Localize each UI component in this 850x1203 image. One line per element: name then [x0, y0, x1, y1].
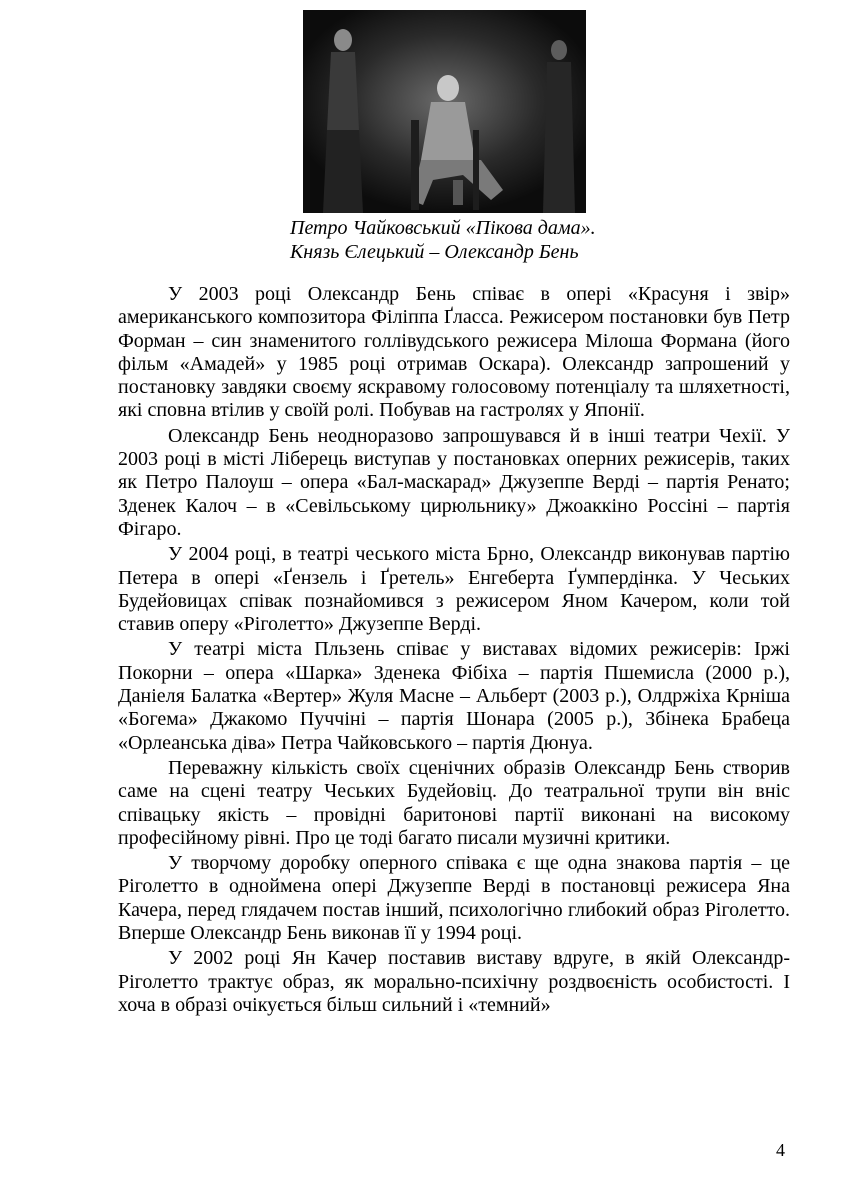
paragraph: Олександр Бень неодноразово запрошувався й в інші театри Чехії. У 2003 році в місті Ліберець виступав у постановках оперних режисерів, таких як Петро Палоуш – опера «Бал-маскарад» Джузеппе Верді – партія Ренато; Зденек Калоч – в «Севільському цирюльнику» Джоаккіно Россіні – партія Фігаро. [118, 424, 790, 540]
photo-caption-line-1: Петро Чайковський «Пікова дама». [290, 217, 596, 239]
paragraph: У театрі міста Пльзень співає у виставах відомих режисерів: Іржі Покорни – опера «Шарка» Зденека Фібіха – партія Пшемисла (2000 р.), Даніеля Балатка «Вертер» Жуля Масне – Альберт (2003 р.), Олдржіха Крніша «Богема» Джакомо Пуччіні – партія Шонара (2005 р.), Збінека Брабеца «Орлеанська діва» Петра Чайковського – партія Дюнуа. [118, 638, 790, 754]
paragraph: У 2004 році, в театрі чеського міста Брно, Олександр виконував партію Петера в опері «Ґензель і Ґретель» Енгеберта Ґумпердінка. У Чеських Будейовицах співак познайомився з режисером Яном Качером, коли той ставив оперу «Ріголетто» Джузеппе Верді. [118, 543, 790, 636]
paragraph: У 2002 році Ян Качер поставив виставу вдруге, в якій Олександр-Ріголетто трактує образ, як морально-психічну роздвоєність особистості. І хоча в образі очікується більш сильний і «темний» [118, 947, 790, 1016]
photo-caption-line-2: Князь Єлецький – Олександр Бень [290, 241, 579, 263]
stage-photo-icon [303, 10, 586, 213]
paragraph: У 2003 році Олександр Бень співає в опері «Красуня і звір» американського композитора Філіппа Ґласса. Режисером постановки був Петр Форман – син знаменитого голлівудського режисера Мілоша Формана (його фільм «Амадей» у 1985 році отримав Оскара). Олександр запрошений у постановку завдяки своєму яскравому голосовому потенціалу та шляхетності, які сповна втілив у своїй ролі. Побував на гастролях у Японії. [118, 283, 790, 422]
stage-photo [303, 10, 586, 213]
paragraph: У творчому доробку оперного співака є ще одна знакова партія – це Ріголетто в одноймена опері Джузеппе Верді в постановці режисера Яна Качера, перед глядачем постав інший, психологічно глибокий образ Ріголетто. Вперше Олександр Бень виконав її у 1994 році. [118, 852, 790, 945]
paragraph: Переважну кількість своїх сценічних образів Олександр Бень створив саме на сцені театру Чеських Будейовіц. До театральної трупи він вніс співацьку якість – провідні баритонові партії виконані на високому професійному рівні. Про це тоді багато писали музичні критики. [118, 756, 790, 849]
document-body [118, 283, 790, 1019]
page-number: 4 [776, 1140, 785, 1160]
